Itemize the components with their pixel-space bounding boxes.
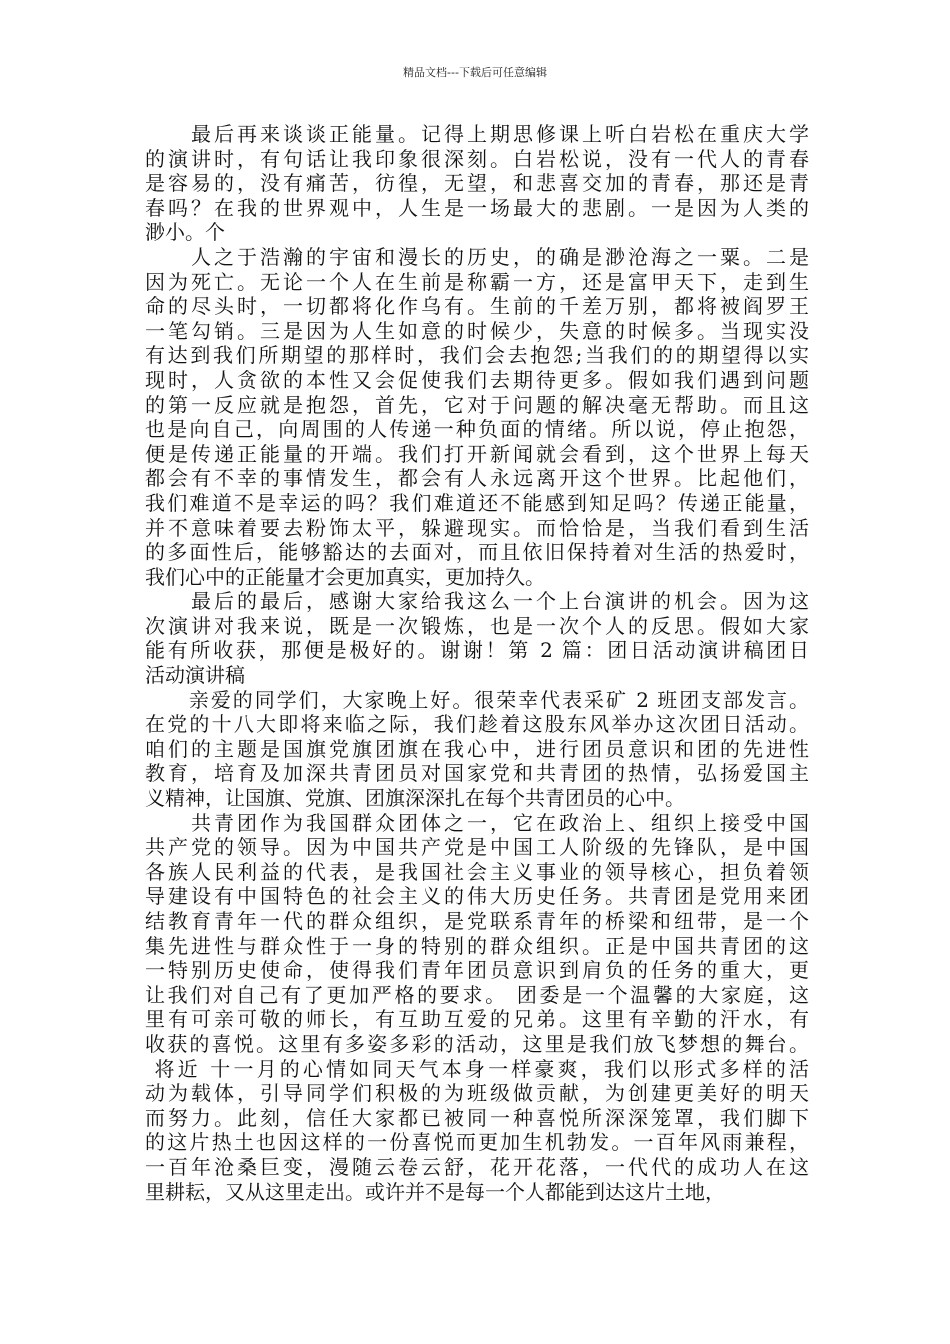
- text-line: 亲爱的同学们，大家晚上好。很荣幸代表采矿 2 班团支部发言。: [145, 687, 809, 712]
- text-line: 咱们的主题是国旗党旗团旗在我心中，进行团员意识和团的先进性: [145, 736, 809, 761]
- text-line: 将近 十一月的心情如同天气本身一样豪爽，我们以形式多样的活: [145, 1056, 809, 1081]
- text-line: 的这片热土也因这样的一份喜悦而更加生机勃发。一百年风雨兼程，: [145, 1130, 809, 1155]
- text-line: 最后的最后，感谢大家给我这么一个上台演讲的机会。因为这: [145, 589, 809, 614]
- text-line: 教育，培育及加深共青团员对国家党和共青团的热情，弘扬爱国主: [145, 761, 809, 786]
- text-line: 收获的喜悦。这里有多姿多彩的活动，这里是我们放飞梦想的舞台。: [145, 1031, 809, 1056]
- text-line: 我们难道不是幸运的吗？我们难道还不能感到知足吗？传递正能量，: [145, 490, 809, 515]
- text-line: 一百年沧桑巨变，漫随云卷云舒，花开花落，一代代的成功人在这: [145, 1154, 809, 1179]
- text-line: 活动演讲稿: [145, 663, 245, 688]
- text-line: 的第一反应就是抱怨，首先，它对于问题的解决毫无帮助。而且这: [145, 392, 809, 417]
- text-line: 现时，人贪欲的本性又会促使我们去期待更多。假如我们遇到问题: [145, 367, 809, 392]
- text-line: 集先进性与群众性于一身的特别的群众组织。正是中国共青团的这: [145, 933, 809, 958]
- text-line: 次演讲对我来说，既是一次锻炼，也是一次个人的反思。假如大家: [145, 613, 809, 638]
- paragraph: [145, 688, 809, 811]
- text-line: 是容易的，没有痛苦，彷徨，无望，和悲喜交加的青春，那还是青: [145, 171, 809, 196]
- text-line: 最后再来谈谈正能量。记得上期思修课上听白岩松在重庆大学: [145, 122, 809, 146]
- text-line: 导建设有中国特色的社会主义的伟大历史任务。共青团是党用来团: [145, 884, 809, 909]
- text-line: 让我们对自己有了更加严格的要求。 团委是一个温馨的大家庭，这: [145, 982, 809, 1007]
- text-line: 便是传递正能量的开端。我们打开新闻就会看到，这个世界上每天: [145, 441, 809, 466]
- text-line: 动为载体，引导同学们积极的为班级做贡献，为创建更美好的明天: [145, 1081, 809, 1106]
- text-line: 各族人民利益的代表，是我国社会主义事业的领导核心，担负着领: [145, 859, 809, 884]
- text-line: 在党的十八大即将来临之际，我们趁着这股东风举办这次团日活动。: [145, 712, 809, 737]
- text-line: 共产党的领导。因为中国共产党是中国工人阶级的先锋队，是中国: [145, 835, 809, 860]
- text-line: 里有可亲可敬的师长，有互助互爱的兄弟。这里有辛勤的汗水，有: [145, 1007, 809, 1032]
- text-line: 也是向自己，向周围的人传递一种负面的情绪。所以说，停止抱怨，: [145, 417, 809, 442]
- document-body: [145, 122, 809, 1204]
- text-line: 一笔勾销。三是因为人生如意的时候少，失意的时候多。当现实没: [145, 318, 809, 343]
- text-line: 里耕耘，又从这里走出。或许并不是每一个人都能到达这片土地，: [145, 1179, 725, 1204]
- paragraph: [145, 122, 809, 245]
- page-header: 精品文档---下载后可任意编辑: [403, 66, 547, 79]
- text-line: 而努力。此刻，信任大家都已被同一种喜悦所深深笼罩，我们脚下: [145, 1105, 809, 1130]
- text-line: 我们心中的正能量才会更加真实，更加持久。: [145, 564, 545, 589]
- paragraph: [145, 589, 809, 687]
- text-line: 的多面性后，能够豁达的去面对，而且依旧保持着对生活的热爱时，: [145, 540, 809, 565]
- text-line: 能有所收获，那便是极好的。谢谢！第 2 篇：团日活动演讲稿团日: [145, 638, 809, 663]
- text-line: 并不意味着要去粉饰太平，躲避现实。而恰恰是，当我们看到生活: [145, 515, 809, 540]
- text-line: 命的尽头时，一切都将化作乌有。生前的千差万别，都将被阎罗王: [145, 294, 809, 319]
- text-line: 渺小。个: [145, 220, 225, 245]
- text-line: 都会有不幸的事情发生，都会有人永远离开这个世界。比起他们，: [145, 466, 809, 491]
- paragraph: [145, 245, 809, 589]
- text-line: 的演讲时，有句话让我印象很深刻。白岩松说，没有一代人的青春: [145, 146, 809, 171]
- paragraph: [145, 811, 809, 1205]
- text-line: 有达到我们所期望的那样时，我们会去抱怨;当我们的的期望得以实: [145, 343, 809, 368]
- text-line: 共青团作为我国群众团体之一，它在政治上、组织上接受中国: [145, 810, 809, 835]
- text-line: 义精神，让国旗、党旗、团旗深深扎在每个共青团员的心中。: [145, 786, 685, 811]
- text-line: 一特别历史使命，使得我们青年团员意识到肩负的任务的重大，更: [145, 958, 809, 983]
- text-line: 春吗？在我的世界观中，人生是一场最大的悲剧。一是因为人类的: [145, 195, 809, 220]
- text-line: 人之于浩瀚的宇宙和漫长的历史，的确是渺沧海之一粟。二是: [145, 244, 809, 269]
- text-line: 因为死亡。无论一个人在生前是称霸一方，还是富甲天下，走到生: [145, 269, 809, 294]
- text-line: 结教育青年一代的群众组织，是党联系青年的桥梁和纽带，是一个: [145, 909, 809, 933]
